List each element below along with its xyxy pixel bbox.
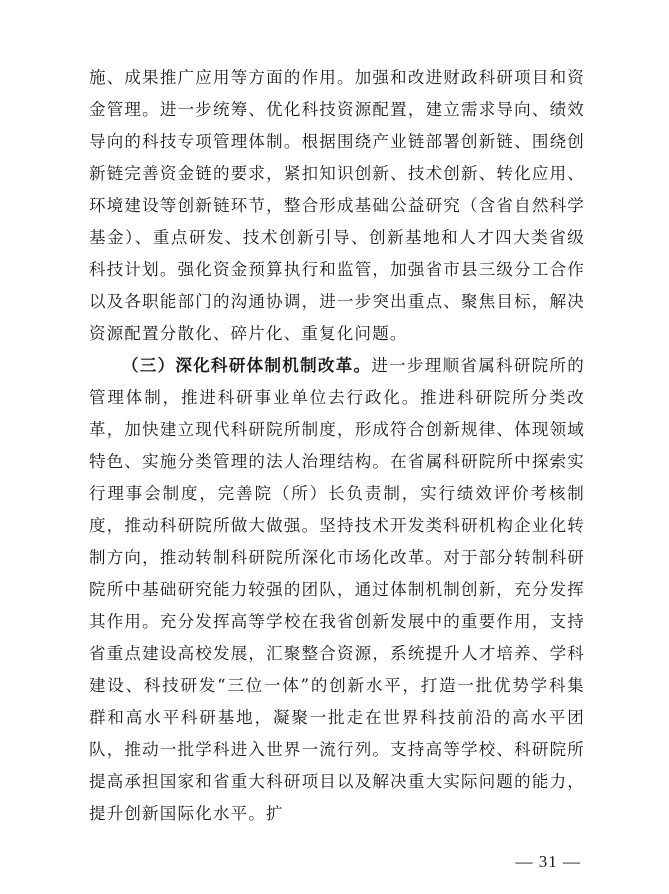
paragraph-2-text: 进一步理顺省属科研院所的管理体制，推进科研事业单位去行政化。推进科研院所分类改革，加快建立现代科研院所制度，形成符合创新规律、体现领域特色、实施分类管理的法人治理结构。在省属科研院所中探索实行理事会制度，完善院（所）长负责制，实行绩效评价考核制度，推动科研院所做大做强。坚持技术开发类科研机构企业化转制方向，推动转制科研院所深化市场化改革。对于部分转制科研院所中基础研究能力较强的团队，通过体制机制创新，充分发挥其作用。充分发挥高等学校在我省创新发展中的重要作用，支持省重点建设高校发展，汇聚整合资源，系统提升人才培养、学科建设、科技研发“三位一体”的创新水平，打造一批优势学科集群和高水平科研基地，凝聚一批走在世界科技前沿的高水平团队，推动一批学科进入世界一流行列。支持高等学校、科研院所提高承担国家和省重大科研项目以及解决重大实际问题的能力，提升创新国际化水平。扩 xyxy=(89,356,585,823)
page-number: — 31 — xyxy=(515,852,581,871)
section-heading: （三）深化科研体制机制改革。 xyxy=(122,356,372,375)
paragraph-1 xyxy=(89,62,585,350)
body-text xyxy=(89,62,585,830)
paragraph-1-text: 施、成果推广应用等方面的作用。加强和改进财政科研项目和资金管理。进一步统筹、优化科技资源配置，建立需求导向、绩效导向的科技专项管理体制。根据围绕产业链部署创新链、围绕创新链完善资金链的要求，紧扣知识创新、技术创新、转化应用、环境建设等创新链环节，整合形成基础公益研究（含省自然科学基金）、重点研发、技术创新引导、创新基地和人才四大类省级科技计划。强化资金预算执行和监管，加强省市县三级分工合作以及各职能部门的沟通协调，进一步突出重点、聚焦目标，解决资源配置分散化、碎片化、重复化问题。 xyxy=(89,68,585,343)
paragraph-2 xyxy=(89,350,585,830)
